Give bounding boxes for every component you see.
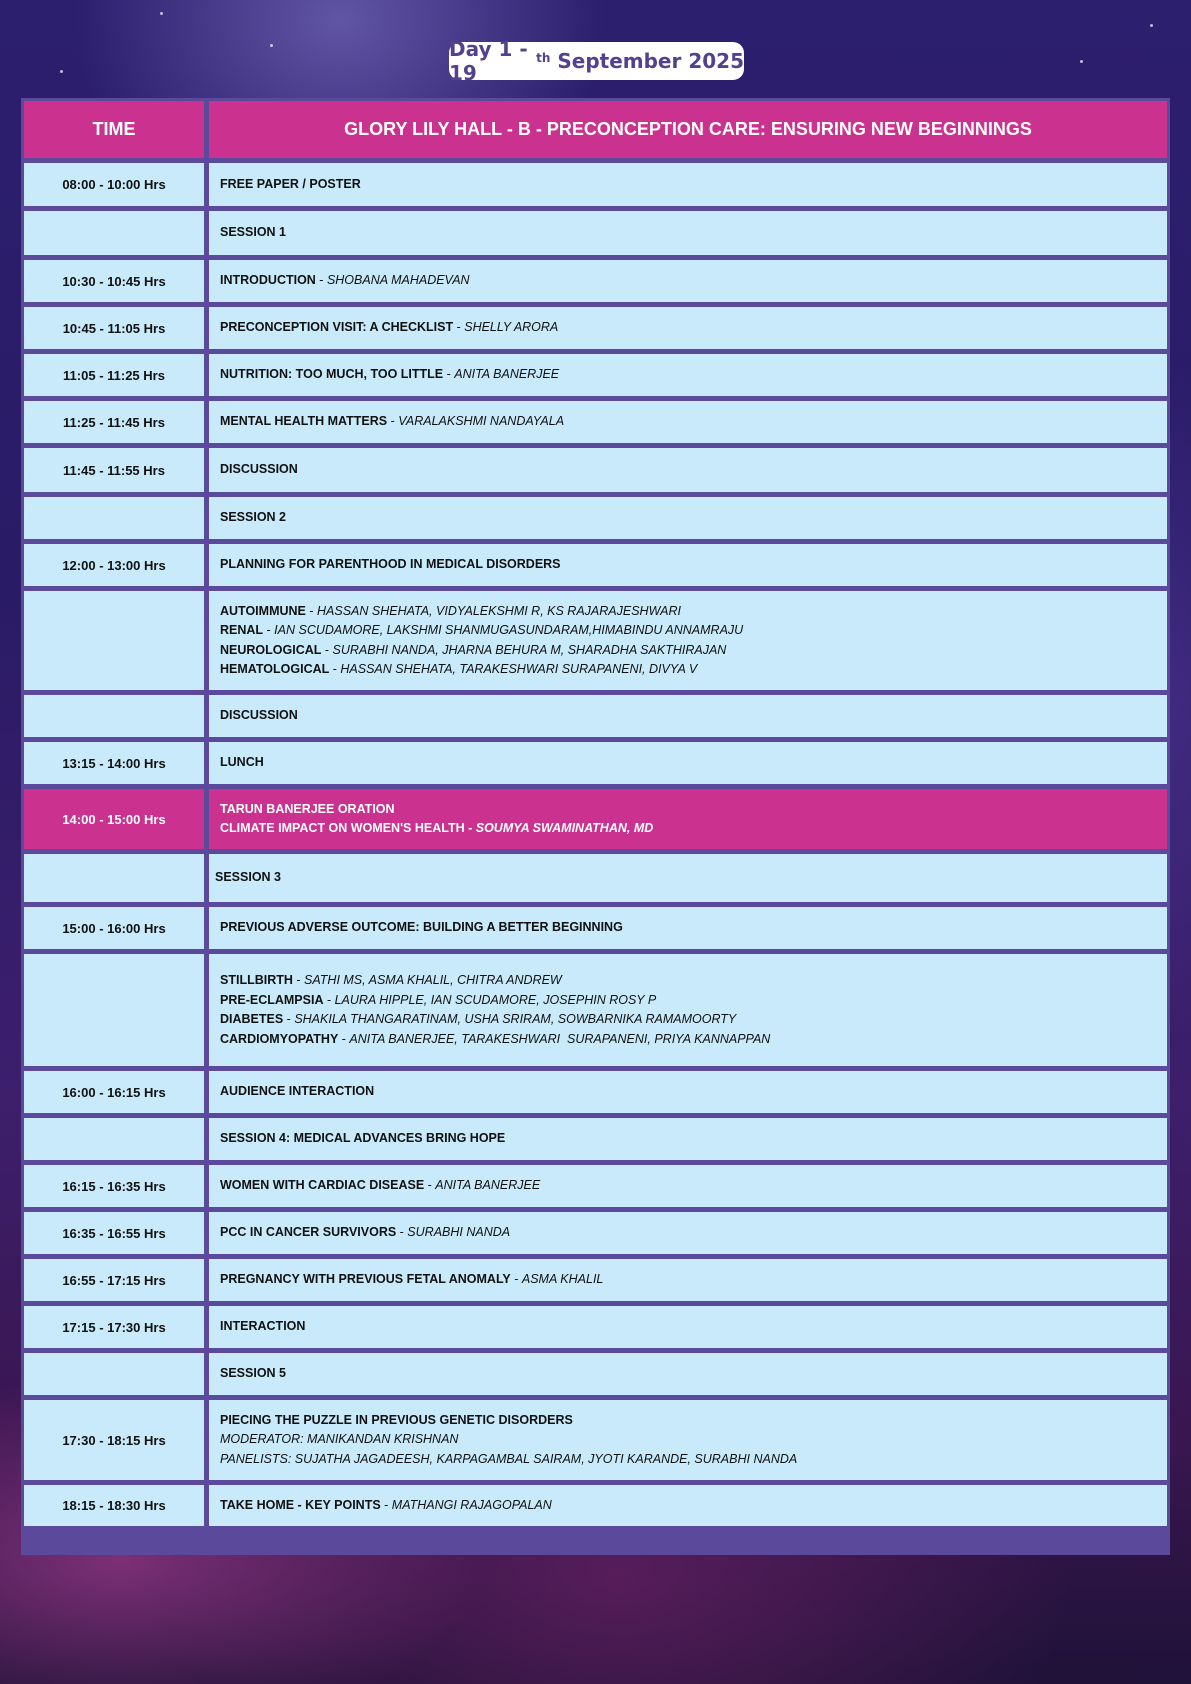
- entry-line: [220, 1129, 1156, 1149]
- session-details: [209, 260, 1167, 302]
- session-details: [209, 591, 1167, 690]
- entry-line: [220, 1317, 1156, 1337]
- entry-speaker: VARALAKSHMI NANDAYALA: [398, 414, 565, 429]
- entry-title: PRE-ECLAMPSIA: [220, 992, 324, 1007]
- day-date-label: [449, 37, 744, 85]
- session-details: [209, 1071, 1167, 1113]
- entry-speaker: MODERATOR: MANIKANDAN KRISHNAN: [220, 1432, 459, 1447]
- entry-line: [220, 175, 1156, 195]
- entry-title: DISCUSSION: [220, 462, 298, 477]
- table-row: [24, 695, 1167, 737]
- time-slot: [24, 591, 204, 690]
- entry-separator: -: [453, 320, 465, 335]
- table-row: [24, 1118, 1167, 1160]
- session-details: [209, 211, 1167, 255]
- entry-line: [220, 365, 1156, 385]
- entry-title: PCC IN CANCER SURVIVORS: [220, 1225, 397, 1240]
- entry-title: NEUROLOGICAL: [220, 642, 322, 657]
- table-row: [24, 544, 1167, 586]
- entry-title: MENTAL HEALTH MATTERS: [220, 414, 388, 429]
- entry-title: NUTRITION: TOO MUCH, TOO LITTLE: [220, 367, 444, 382]
- time-slot: [24, 1353, 204, 1395]
- entry-separator: -: [263, 623, 275, 637]
- time-slot: 16:55 - 17:15 Hrs: [24, 1259, 204, 1301]
- entry-title: TARUN BANERJEE ORATION: [220, 801, 395, 816]
- time-slot: 16:35 - 16:55 Hrs: [24, 1212, 204, 1254]
- entry-title: AUDIENCE INTERACTION: [220, 1084, 375, 1099]
- entry-line: [220, 800, 1156, 820]
- time-column-header: TIME: [24, 101, 204, 158]
- table-row: [24, 591, 1167, 690]
- entry-title: AUTOIMMUNE: [220, 603, 306, 618]
- session-details: [209, 1400, 1167, 1480]
- entry-separator: -: [424, 1178, 436, 1193]
- entry-line: [220, 1496, 1156, 1516]
- table-row: [24, 854, 1167, 902]
- time-slot: [24, 211, 204, 255]
- table-row: [24, 260, 1167, 302]
- time-slot: 13:15 - 14:00 Hrs: [24, 742, 204, 784]
- entry-speaker: SHOBANA MAHADEVAN: [326, 273, 470, 288]
- entry-speaker: ANITA BANERJEE, TARAKESHWARI SURAPANENI, PRIYA KANNAPPAN: [349, 1031, 771, 1046]
- table-row: [24, 1212, 1167, 1254]
- entry-title: CLIMATE IMPACT ON WOMEN'S HEALTH: [220, 821, 465, 835]
- table-row: [24, 1071, 1167, 1113]
- entry-speaker: SURABHI NANDA, JHARNA BEHURA M, SHARADHA SAKTHIRAJAN: [332, 642, 727, 657]
- entry-line: [220, 991, 1156, 1011]
- entry-line: [220, 1176, 1156, 1196]
- session-details: [209, 742, 1167, 784]
- entry-separator: -: [305, 603, 317, 618]
- entry-line: [220, 621, 1156, 641]
- entry-line: [220, 660, 1156, 680]
- session-details: [209, 1259, 1167, 1301]
- time-slot: 10:45 - 11:05 Hrs: [24, 307, 204, 349]
- entry-title: INTERACTION: [220, 1319, 306, 1334]
- date-superscript: th: [536, 51, 551, 65]
- session-details: [209, 163, 1167, 206]
- time-slot: 17:15 - 17:30 Hrs: [24, 1306, 204, 1348]
- entry-line: [215, 868, 1156, 888]
- time-slot: 18:15 - 18:30 Hrs: [24, 1485, 204, 1526]
- session-details: [209, 1353, 1167, 1395]
- time-slot: 10:30 - 10:45 Hrs: [24, 260, 204, 302]
- date-prefix: Day 1 - 19: [449, 37, 528, 85]
- table-row: [24, 211, 1167, 255]
- table-row: [24, 742, 1167, 784]
- entry-speaker: IAN SCUDAMORE, LAKSHMI SHANMUGASUNDARAM,HIMABINDU ANNAMRAJU: [274, 623, 744, 637]
- session-details: [209, 954, 1167, 1066]
- table-row: [24, 954, 1167, 1066]
- date-suffix: September 2025: [550, 49, 744, 73]
- session-details: [209, 1118, 1167, 1160]
- entry-separator: -: [396, 1225, 408, 1240]
- entry-separator: -: [510, 1272, 522, 1287]
- entry-separator: -: [283, 1012, 295, 1026]
- entry-line: [220, 508, 1156, 528]
- entry-speaker: SOUMYA SWAMINATHAN, MD: [475, 821, 654, 835]
- table-row: [24, 1306, 1167, 1348]
- schedule-table: [21, 98, 1170, 1555]
- session-details: [209, 401, 1167, 443]
- entry-title: PLANNING FOR PARENTHOOD IN MEDICAL DISORDERS: [220, 557, 561, 572]
- entry-title: DISCUSSION: [220, 708, 298, 723]
- entry-title: TAKE HOME - KEY POINTS: [220, 1497, 381, 1512]
- entry-speaker: ASMA KHALIL: [521, 1272, 604, 1287]
- table-row: [24, 497, 1167, 539]
- time-slot: 17:30 - 18:15 Hrs: [24, 1400, 204, 1480]
- entry-title: WOMEN WITH CARDIAC DISEASE: [220, 1178, 425, 1193]
- entry-speaker: SURABHI NANDA: [407, 1225, 511, 1240]
- table-row: [24, 1400, 1167, 1480]
- entry-title: CARDIOMYOPATHY: [220, 1031, 339, 1046]
- entry-title: FREE PAPER / POSTER: [220, 176, 361, 191]
- entry-line: [220, 918, 1156, 938]
- time-slot: 16:15 - 16:35 Hrs: [24, 1165, 204, 1207]
- session-details: [209, 544, 1167, 586]
- session-details: [209, 1212, 1167, 1254]
- entry-title: DIABETES: [220, 1012, 284, 1026]
- table-row: [24, 1259, 1167, 1301]
- entry-separator: -: [315, 273, 327, 288]
- table-row: [24, 401, 1167, 443]
- entry-title: PREGNANCY WITH PREVIOUS FETAL ANOMALY: [220, 1272, 511, 1287]
- entry-line: [220, 1010, 1156, 1030]
- entry-title: INTRODUCTION: [220, 273, 316, 288]
- entry-speaker: SHAKILA THANGARATINAM, USHA SRIRAM, SOWBARNIKA RAMAMOORTY: [294, 1012, 737, 1026]
- entry-speaker: SHELLY ARORA: [464, 320, 559, 335]
- entry-title: PIECING THE PUZZLE IN PREVIOUS GENETIC DISORDERS: [220, 1412, 573, 1427]
- entry-title: LUNCH: [220, 755, 264, 770]
- table-row: [24, 907, 1167, 949]
- entry-separator: -: [464, 821, 476, 835]
- entry-line: [220, 1030, 1156, 1050]
- entry-separator: -: [292, 973, 305, 987]
- entry-title: SESSION 3: [215, 870, 281, 885]
- hall-title-header: GLORY LILY HALL - B - PRECONCEPTION CARE: ENSURING NEW BEGINNINGS: [209, 101, 1167, 158]
- session-details: [209, 695, 1167, 737]
- session-details: [209, 1306, 1167, 1348]
- time-slot: [24, 954, 204, 1066]
- time-slot: [24, 695, 204, 737]
- entry-separator: -: [387, 414, 399, 429]
- entry-line: [220, 460, 1156, 480]
- table-row: [24, 448, 1167, 492]
- entry-line: [220, 1364, 1156, 1384]
- session-details: [209, 1485, 1167, 1526]
- entry-speaker: ANITA BANERJEE: [454, 367, 560, 382]
- entry-title: PREVIOUS ADVERSE OUTCOME: BUILDING A BETTER BEGINNING: [220, 920, 623, 935]
- entry-speaker: MATHANGI RAJAGOPALAN: [391, 1497, 552, 1512]
- entry-line: [220, 971, 1156, 991]
- entry-line: [220, 1082, 1156, 1102]
- entry-speaker: SATHI MS, ASMA KHALIL, CHITRA ANDREW: [304, 973, 562, 987]
- session-details: [209, 1165, 1167, 1207]
- entry-title: SESSION 4: MEDICAL ADVANCES BRING HOPE: [220, 1131, 506, 1146]
- session-details: [209, 789, 1167, 849]
- entry-line: [220, 555, 1156, 575]
- time-slot: 08:00 - 10:00 Hrs: [24, 163, 204, 206]
- table-row: [24, 1353, 1167, 1395]
- entry-speaker: PANELISTS: SUJATHA JAGADEESH, KARPAGAMBAL SAIRAM, JYOTI KARANDE, SURABHI NANDA: [220, 1451, 798, 1466]
- table-header: [24, 101, 1167, 158]
- entry-speaker: LAURA HIPPLE, IAN SCUDAMORE, JOSEPHIN ROSY P: [334, 992, 657, 1007]
- entry-line: [220, 271, 1156, 291]
- session-details: [209, 497, 1167, 539]
- entry-separator: -: [380, 1497, 392, 1512]
- entry-line: [220, 412, 1156, 432]
- time-slot: 12:00 - 13:00 Hrs: [24, 544, 204, 586]
- time-slot: 11:25 - 11:45 Hrs: [24, 401, 204, 443]
- entry-line: [220, 753, 1156, 773]
- entry-separator: -: [321, 642, 333, 657]
- time-slot: 14:00 - 15:00 Hrs: [24, 789, 204, 849]
- time-slot: 11:45 - 11:55 Hrs: [24, 448, 204, 492]
- table-row: [24, 1485, 1167, 1526]
- time-slot: 11:05 - 11:25 Hrs: [24, 354, 204, 396]
- table-row: [24, 1165, 1167, 1207]
- session-details: [209, 907, 1167, 949]
- session-details: [209, 448, 1167, 492]
- time-slot: 16:00 - 16:15 Hrs: [24, 1071, 204, 1113]
- entry-line: [220, 223, 1156, 243]
- entry-speaker: HASSAN SHEHATA, TARAKESHWARI SURAPANENI, DIVYA V: [340, 662, 698, 676]
- entry-line: [220, 819, 1156, 839]
- session-details: [209, 307, 1167, 349]
- entry-separator: -: [329, 662, 341, 676]
- time-slot: [24, 1118, 204, 1160]
- entry-title: PRECONCEPTION VISIT: A CHECKLIST: [220, 320, 454, 335]
- entry-line: [220, 318, 1156, 338]
- entry-title: SESSION 2: [220, 510, 286, 525]
- oration-row: [24, 789, 1167, 849]
- entry-line: [220, 641, 1156, 661]
- entry-title: STILLBIRTH: [220, 973, 293, 987]
- entry-separator: -: [443, 367, 455, 382]
- entry-line: [220, 1270, 1156, 1290]
- table-row: [24, 354, 1167, 396]
- table-row: [24, 163, 1167, 206]
- entry-title: RENAL: [220, 623, 264, 637]
- entry-speaker: HASSAN SHEHATA, VIDYALEKSHMI R, KS RAJARAJESHWARI: [317, 603, 681, 618]
- entry-line: [220, 1223, 1156, 1243]
- time-slot: [24, 497, 204, 539]
- entry-line: [220, 1411, 1156, 1431]
- entry-separator: -: [338, 1031, 350, 1046]
- entry-speaker: ANITA BANERJEE: [435, 1178, 541, 1193]
- entry-line: [220, 1450, 1156, 1470]
- session-details: [209, 354, 1167, 396]
- entry-separator: -: [323, 992, 335, 1007]
- entry-line: [220, 706, 1156, 726]
- entry-title: SESSION 1: [220, 225, 286, 240]
- session-details: [209, 854, 1167, 902]
- entry-line: [220, 1430, 1156, 1450]
- entry-line: [220, 602, 1156, 622]
- entry-title: HEMATOLOGICAL: [220, 662, 330, 676]
- time-slot: 15:00 - 16:00 Hrs: [24, 907, 204, 949]
- table-row: [24, 307, 1167, 349]
- time-slot: [24, 854, 204, 902]
- entry-title: SESSION 5: [220, 1366, 286, 1381]
